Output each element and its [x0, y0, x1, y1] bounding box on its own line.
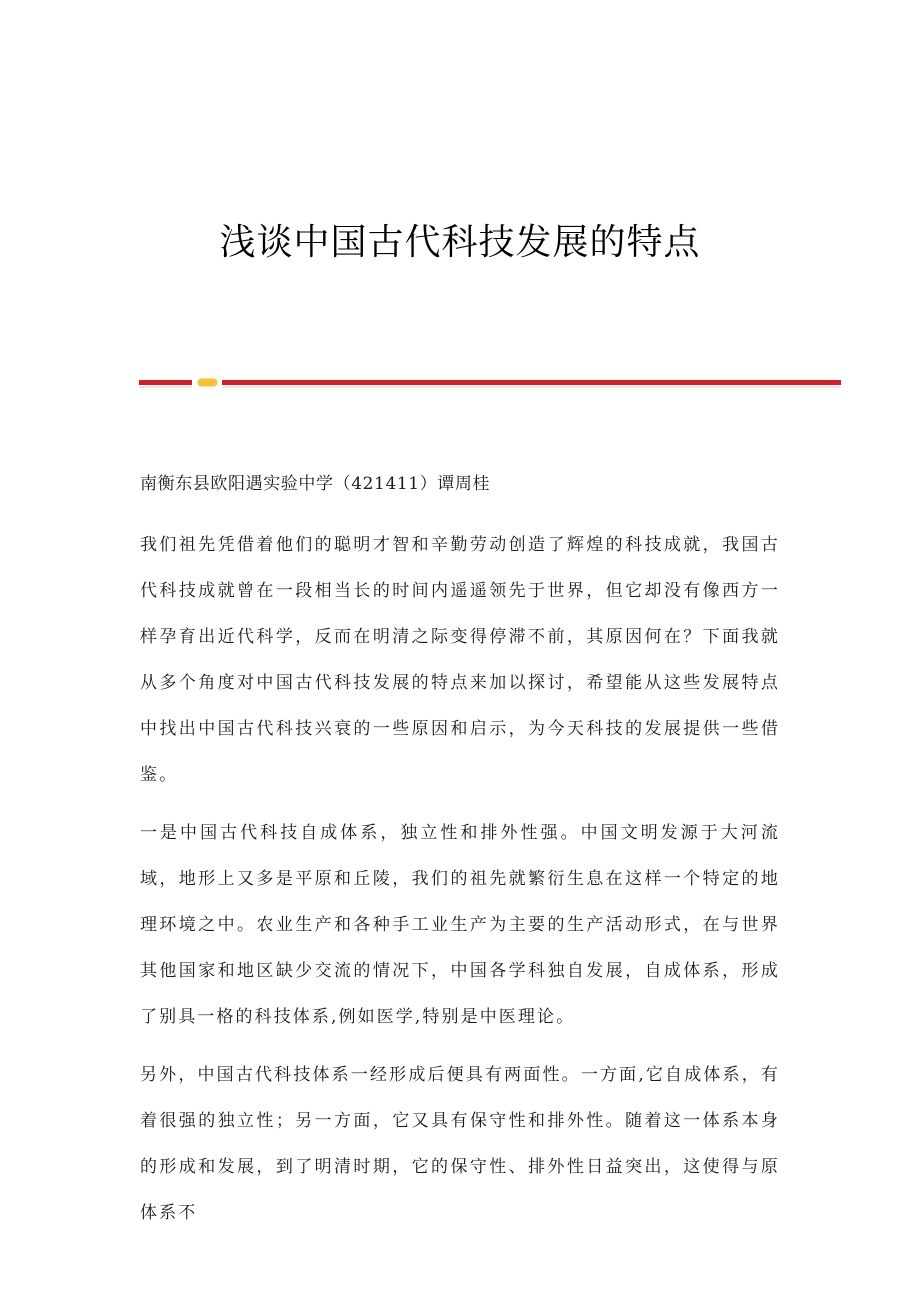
divider-shadow-left [139, 386, 192, 388]
paragraph-intro: 我们祖先凭借着他们的聪明才智和辛勤劳动创造了辉煌的科技成就，我国古代科技成就曾在一段相当长的时间内遥遥领先于世界，但它却没有像西方一样孕育出近代科学，反而在明清之际变得停滞不前，其原因何在？下面我就从多个角度对中国古代科技发展的特点来加以探讨，希望能从这些发展特点中找出中国古代科技兴衰的一些原因和启示，为今天科技的发展提供一些借鉴。 [140, 535, 780, 785]
document-title: 浅谈中国古代科技发展的特点 [219, 222, 701, 263]
divider-shadow-right [222, 386, 841, 388]
author-line: 南衡东县欧阳遇实验中学（421411）谭周桂 [140, 474, 491, 494]
paragraph-two-sides: 另外，中国古代科技体系一经形成后便具有两面性。一方面,它自成体系，有着很强的独立性；另一方面，它又具有保守性和排外性。随着这一体系本身的形成和发展，到了明清时期，它的保守性、排外性日益突出，这使得与原体系不 [140, 1065, 780, 1223]
paragraph-point-one: 一是中国古代科技自成体系，独立性和排外性强。中国文明发源于大河流域，地形上又多是平原和丘陵，我们的祖先就繁衍生息在这样一个特定的地理环境之中。农业生产和各种手工业生产为主要的生产活动形式，在与世界其他国家和地区缺少交流的情况下，中国各学科独自发展，自成体系，形成了别具一格的科技体系,例如医学,特别是中医理论。 [140, 823, 780, 1027]
divider-rule-right [222, 380, 841, 385]
divider-ornament-icon [198, 379, 217, 386]
document-body [140, 466, 780, 1248]
divider-rule-left [139, 380, 192, 385]
